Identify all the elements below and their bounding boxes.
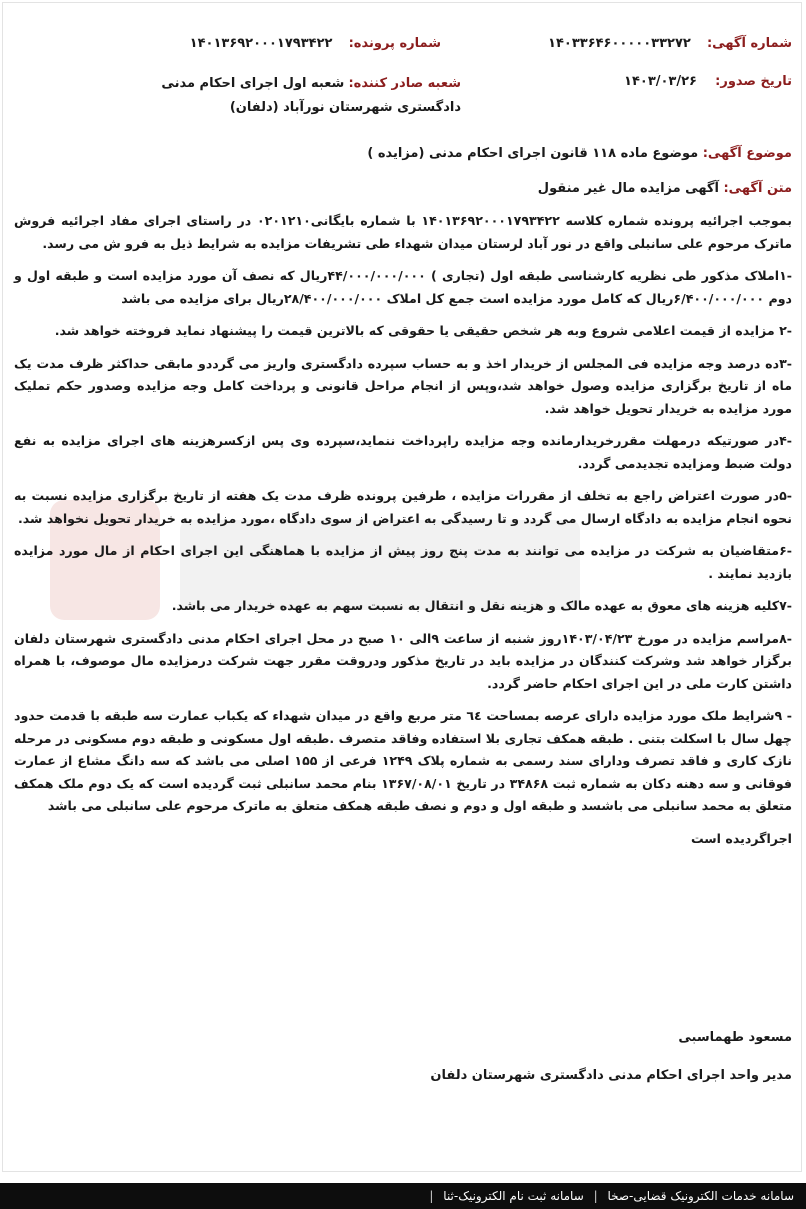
subject-value: موضوع ماده ۱۱۸ قانون اجرای احکام مدنی (مزایده ): [367, 146, 699, 161]
notice-number-label: شماره آگهی:: [706, 36, 792, 51]
footer-bar: [0, 1183, 806, 1209]
issue-date: ۱۴۰۳/۰۳/۲۶: [624, 74, 697, 89]
footer-link-sakha[interactable]: سامانه خدمات الکترونیک قضایی-صخا: [607, 1189, 794, 1203]
subject-label: موضوع آگهی:: [702, 146, 792, 161]
paragraph-1: -۱املاک مذکور طی نظریه کارشناسی طبقه اول (تجاری ) ۴۴/۰۰۰/۰۰۰/۰۰۰ریال که نصف آن مورد مزایده است و طبقه اول و دوم ۶/۴۰۰/۰۰۰/۰۰۰ریال که کامل مورد مزایده است جمع کل املاک ۲۸/۴۰۰/۰۰۰/۰۰۰ریال برای مزایده می باشد: [14, 268, 793, 306]
paragraph-8: -۸مراسم مزایده در مورخ ۱۴۰۳/۰۴/۲۳روز شنبه از ساعت ۹الی ۱۰ صبح در محل اجرای احکام مدنی دادگستری شهرستان دلفان برگزار خواهد شد وشرکت کنندگان در مزایده باید در تاریخ مذکور ودروقت مقرر جهت شرکت درمزایده مال موصوف، با همراه داشتن کارت ملی در این اجرای احکام حاضر گردد.: [14, 630, 792, 691]
notice-text-row: [538, 181, 792, 196]
case-number: ۱۴۰۱۳۶۹۲۰۰۰۱۷۹۳۴۲۲: [189, 36, 333, 51]
issue-date-row: [624, 74, 792, 89]
paragraph-5: -۵در صورت اعتراض راجع به تخلف از مقررات مزایده ، طرفین پرونده ظرف مدت یک هفته از تاریخ برگزاری مزایده نسبت به نحوه انجام مزایده به دادگاه ارسال می گردد و تا رسیدگی به اعتراض از سوی دادگاه ،مورد مزایده به خریدار تحویل نخواهد شد.: [14, 488, 792, 526]
notice-body: [14, 210, 792, 860]
subject-row: [367, 146, 792, 161]
paragraph-2: -۲ مزایده از قیمت اعلامی شروع وبه هر شخص حقیقی یا حقوقی که بالاترین قیمت را پیشنهاد نماید فروخته خواهد شد.: [54, 323, 792, 338]
footer-separator: |: [593, 1189, 598, 1203]
footer-link-sana[interactable]: سامانه ثبت نام الکترونیک-ثنا: [443, 1189, 584, 1203]
notice-text-label: متن آگهی:: [723, 181, 792, 196]
issue-date-label: تاریخ صدور:: [715, 74, 792, 89]
paragraph-7: -۷کلیه هزینه های معوق به عهده مالک و هزینه نقل و انتقال به نسبت سهم به عهده خریدار می باشد.: [171, 598, 792, 613]
footer-end-separator: |: [429, 1189, 434, 1203]
paragraph-6: -۶متقاضیان به شرکت در مزایده می توانند به مدت پنج روز پیش از مزایده با هماهنگی این اجرای احکام از مال مورد مزایده بازدید نمایند .: [14, 543, 792, 581]
paragraph-9: - ۹شرایط ملک مورد مزایده دارای عرصه بمساحت ٦٤ متر مربع واقع در میدان شهداء که یکباب عمارت سه طبقه با قدمت حدود چهل سال با اسکلت بتنی . طبقه همکف تجاری بلا استفاده وفاقد متصرف .طبقه اول مسکونی و طبقه دوم مسکونی در مرحله نازک کاری و فاقد تصرف ودارای سند رسمی به شماره پلاک ۱۲۴۹ فرعی از ۱۵۵ اصلی می باشد که سه دانگ مشاع از عمارت فوقانی و سه دهنه دکان به شماره ثبت ۳۴۸۶۸ در تاریخ ۱۳۶۷/۰۸/۰۱ بنام محمد سانبلی ثبت گردیده است که یک دوم ملک همکف متعلق به محمد سانبلی می باشسد و طبقه اول و دوم و نصف طبقه همکف متعلق به ماترک مرحوم علی سانبلی می باشد: [14, 708, 793, 813]
paragraph-executed: اجراگردیده است: [690, 830, 792, 846]
notice-number-row: [548, 36, 792, 51]
signature-name: مسعود طهماسبی: [678, 1030, 792, 1045]
case-number-row: [190, 36, 441, 51]
signature-title: مدیر واحد اجرای احکام مدنی دادگستری شهرستان دلفان: [430, 1068, 792, 1083]
paragraph-intro: بموجب اجرائیه پرونده شماره کلاسه ۱۴۰۱۳۶۹۲۰۰۰۱۷۹۳۴۲۲ با شماره بایگانی۰۲۰۱۲۱۰ در راستای اجرای مفاد اجرائیه فروش ماترک مرحوم علی سانبلی واقع در نور آباد لرستان میدان شهداء طی تشریفات مزایده به شرایط ذیل به فرو ش می رسد.: [14, 213, 792, 251]
issuer-value: شعبه اول اجرای احکام مدنی دادگستری شهرستان نورآباد (دلفان): [161, 76, 461, 115]
notice-text-value: آگهی مزایده مال غیر منقول: [537, 181, 719, 196]
notice-number: ۱۴۰۳۳۶۴۶۰۰۰۰۰۳۳۲۷۲: [548, 36, 691, 51]
case-number-label: شماره پرونده:: [348, 36, 441, 51]
issuer-block: [161, 72, 461, 120]
issuer-label: شعبه صادر کننده:: [348, 76, 461, 91]
paragraph-3: -۳ده درصد وجه مزایده فی المجلس از خریدار اخذ و به حساب سپرده دادگستری واریز می گرددو مابقی حداکثر ظرف مدت یک ماه از تاریخ برگزاری مزایده وصول خواهد شد،وپس از انجام مراحل قانونی و پرداخت کامل وجه مزایده وصدور حکم تملیک مورد مزایده به خریدار تحویل خواهد شد.: [14, 355, 792, 416]
paragraph-4: -۴در صورتیکه درمهلت مقررخریدارمانده وجه مزایده راپرداخت ننماید،سپرده وی پس ازکسرهزینه های اجرای مزایده به نفع دولت ضبط ومزایده تجدیدمی گردد.: [14, 433, 792, 471]
